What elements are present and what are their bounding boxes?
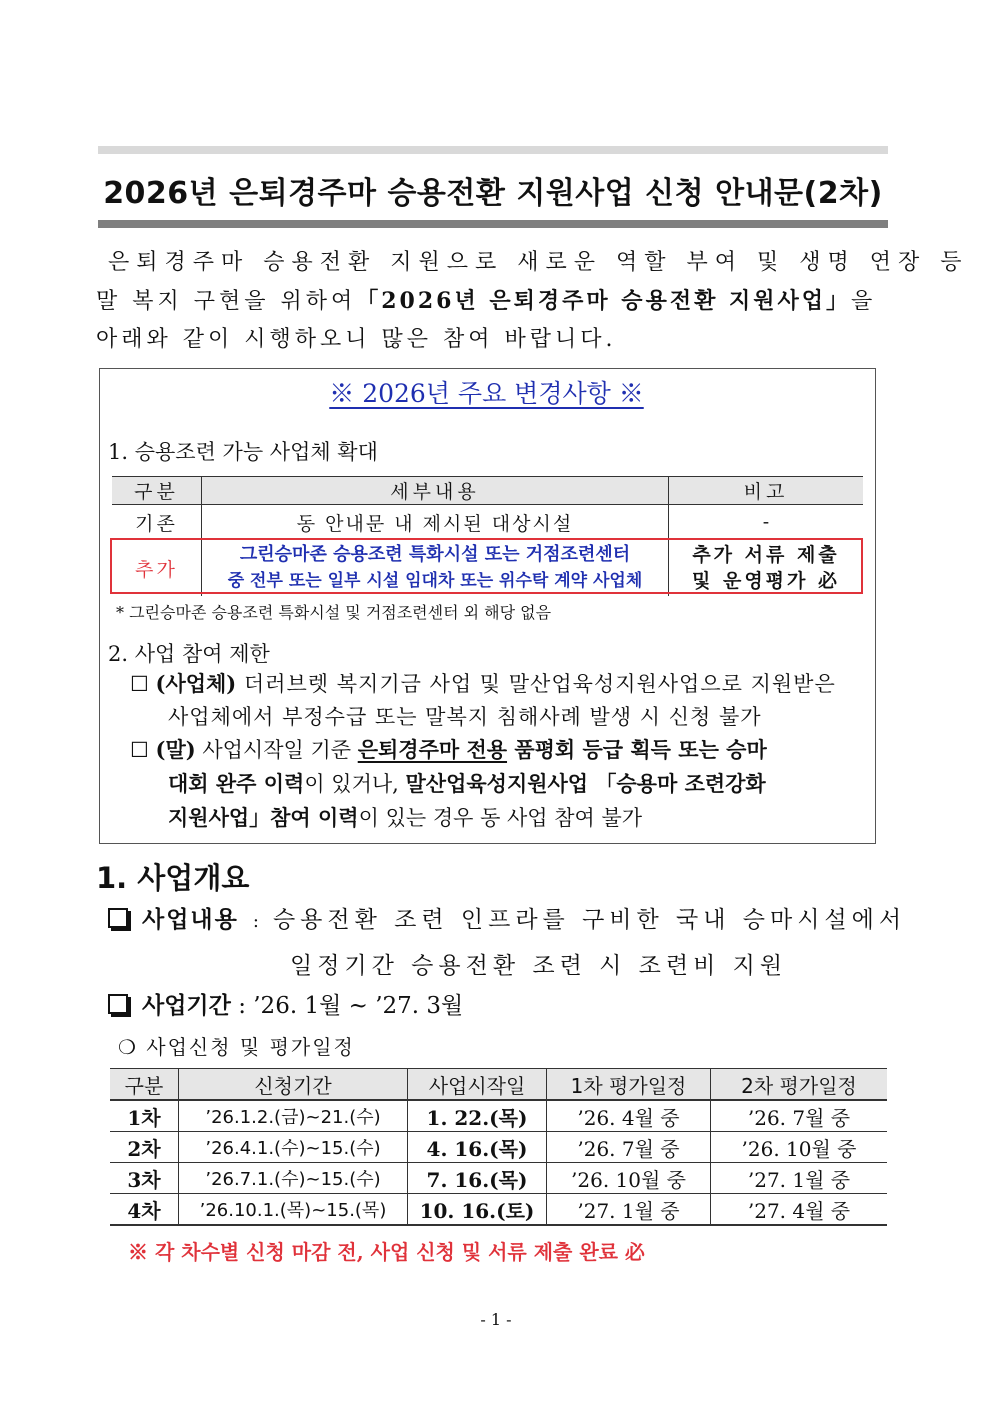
table-row [112, 505, 863, 540]
changes-title [99, 374, 874, 410]
business-content-text-1: 승용전환 조련 인프라를 구비한 국내 승마시설에서 [272, 907, 907, 933]
schedule-cell: 4차 [110, 1194, 179, 1226]
restriction-2-text-3: 이 있는 경우 동 사업 참여 불가 [358, 806, 643, 830]
restriction-1-text-2: 사업체에서 부정수급 또는 말복지 침해사례 발생 시 신청 불가 [168, 705, 762, 729]
restriction-2 [130, 733, 870, 835]
table-row [110, 1100, 887, 1132]
schedule-cell: 7. 16.(목) [408, 1163, 547, 1194]
row-note: - [669, 505, 864, 540]
business-period-text: : ’26. 1월 ~ ’27. 3월 [238, 993, 464, 1019]
section-1-heading: 1. 사업개요 [96, 861, 250, 895]
schedule-header-period: 신청기간 [179, 1069, 408, 1101]
schedule-cell: ’26.10.1.(목)~15.(목) [179, 1194, 408, 1226]
restriction-2-bold-4: 지원사업」참여 이력 [168, 805, 359, 830]
row-type: 기존 [112, 505, 202, 540]
intro-paragraph [96, 244, 969, 359]
restriction-1-text-1: 더러브렛 복지기금 사업 및 말산업육성지원사업으로 지원받은 [236, 672, 836, 696]
schedule-cell: ’27. 1월 중 [711, 1163, 888, 1194]
changes-item-1: 1. 승용조련 가능 사업체 확대 [108, 440, 378, 464]
header-note: 비고 [669, 477, 864, 505]
business-period-label: 사업기간 [142, 992, 231, 1019]
table-row [110, 1163, 887, 1194]
schedule-cell: ’26. 7월 중 [547, 1132, 711, 1163]
restriction-2-label: (말) [155, 737, 196, 762]
schedule-cell: ’27. 4월 중 [711, 1194, 888, 1226]
business-content [108, 898, 908, 988]
row-detail: 동 안내문 내 제시된 대상시설 [202, 505, 669, 540]
row-detail-added-line-1: 그린승마존 승용조련 특화시설 또는 거점조련센터 [239, 544, 631, 565]
business-period [108, 986, 463, 1026]
checkbox-icon: ☐ [130, 738, 149, 762]
schedule-cell: ’26.1.2.(금)~21.(수) [179, 1100, 408, 1132]
intro-line-2 [96, 282, 901, 321]
checkbox-icon: ☐ [130, 672, 149, 696]
business-content-text-2: 일정기간 승용전환 조련 시 조련비 지원 [290, 953, 788, 979]
intro-line-2-bold: 「2026년 은퇴경주마 승용전환 지원사업」 [356, 288, 851, 314]
row-note-added-line-1: 추가 서류 제출 [692, 544, 840, 566]
schedule-cell: ’26. 10월 중 [711, 1132, 888, 1163]
schedule-cell: 2차 [110, 1132, 179, 1163]
highlight-box [110, 538, 863, 594]
row-detail-added-line-2: 중 전부 또는 일부 시설 임대차 또는 위수탁 계약 사업체 [227, 571, 643, 591]
schedule-cell: 1차 [110, 1100, 179, 1132]
business-content-label: 사업내용 [142, 906, 239, 933]
schedule-cell: 10. 16.(토) [408, 1194, 547, 1226]
table-row [110, 1132, 887, 1163]
checkbox-icon [108, 908, 128, 928]
schedule-cell: ’26. 7월 중 [711, 1100, 888, 1132]
changes-footnote: * 그린승마존 승용조련 특화시설 및 거점조련센터 외 해당 없음 [116, 603, 552, 622]
header-detail: 세부내용 [202, 477, 669, 505]
title-band-bottom [98, 220, 888, 228]
schedule-cell: 1. 22.(목) [408, 1100, 547, 1132]
intro-line-2-post: 을 [851, 289, 877, 314]
schedule-cell: ’26. 4월 중 [547, 1100, 711, 1132]
row-type-added: 추가 [112, 540, 202, 597]
schedule-header-eval-2: 2차 평가일정 [711, 1069, 888, 1101]
deadline-note: ※ 각 차수별 신청 마감 전, 사업 신청 및 서류 제출 완료 必 [128, 1240, 645, 1264]
restriction-2-bold-2: 대회 완주 이력 [168, 771, 305, 796]
restriction-2-bold-3: 말산업육성지원사업 「승용마 조련강화 [405, 771, 766, 796]
intro-line-1: 은퇴경주마 승용전환 지원으로 새로운 역할 부여 및 생명 연장 등 [108, 250, 969, 275]
row-note-added-line-2: 및 운영평가 必 [692, 570, 840, 592]
restriction-2-text-2: 이 있거나, [304, 772, 406, 796]
schedule-header-eval-1: 1차 평가일정 [547, 1069, 711, 1101]
page-number: - 1 - [480, 1310, 512, 1329]
schedule-table [110, 1068, 887, 1226]
changes-table-header [112, 477, 863, 505]
restriction-1 [130, 667, 870, 734]
schedule-cell: ’26.7.1.(수)~15.(수) [179, 1163, 408, 1194]
checkbox-icon [108, 994, 128, 1014]
restriction-2-underlined: 은퇴경주마 전용 [357, 737, 508, 762]
schedule-header [110, 1069, 887, 1101]
schedule-cell: ’26.4.1.(수)~15.(수) [179, 1132, 408, 1163]
restriction-2-text-1: 사업시작일 기준 [195, 738, 358, 762]
schedule-cell: ’26. 10월 중 [547, 1163, 711, 1194]
document-title: 2026년 은퇴경주마 승용전환 지원사업 신청 안내문(2차) [103, 176, 883, 211]
changes-item-2: 2. 사업 참여 제한 [108, 642, 270, 666]
schedule-header-round: 구분 [110, 1069, 179, 1101]
table-row [110, 1194, 887, 1226]
title-band-top [98, 146, 888, 154]
schedule-cell: ’27. 1월 중 [547, 1194, 711, 1226]
business-content-sep: : [252, 911, 259, 932]
changes-title-text: ※ 2026년 주요 변경사항 ※ [329, 379, 644, 408]
schedule-cell: 4. 16.(목) [408, 1132, 547, 1163]
intro-line-3: 아래와 같이 시행하오니 많은 참여 바랍니다. [96, 327, 617, 352]
intro-line-2-pre: 말 복지 구현을 위하여 [96, 289, 357, 314]
restriction-1-label: (사업체) [155, 671, 237, 696]
schedule-header-start: 사업시작일 [408, 1069, 547, 1101]
header-type: 구분 [112, 477, 202, 505]
schedule-label: ❍ 사업신청 및 평가일정 [118, 1035, 355, 1059]
schedule-cell: 3차 [110, 1163, 179, 1194]
restriction-2-bold-1: 품평회 등급 획득 또는 승마 [507, 737, 767, 762]
